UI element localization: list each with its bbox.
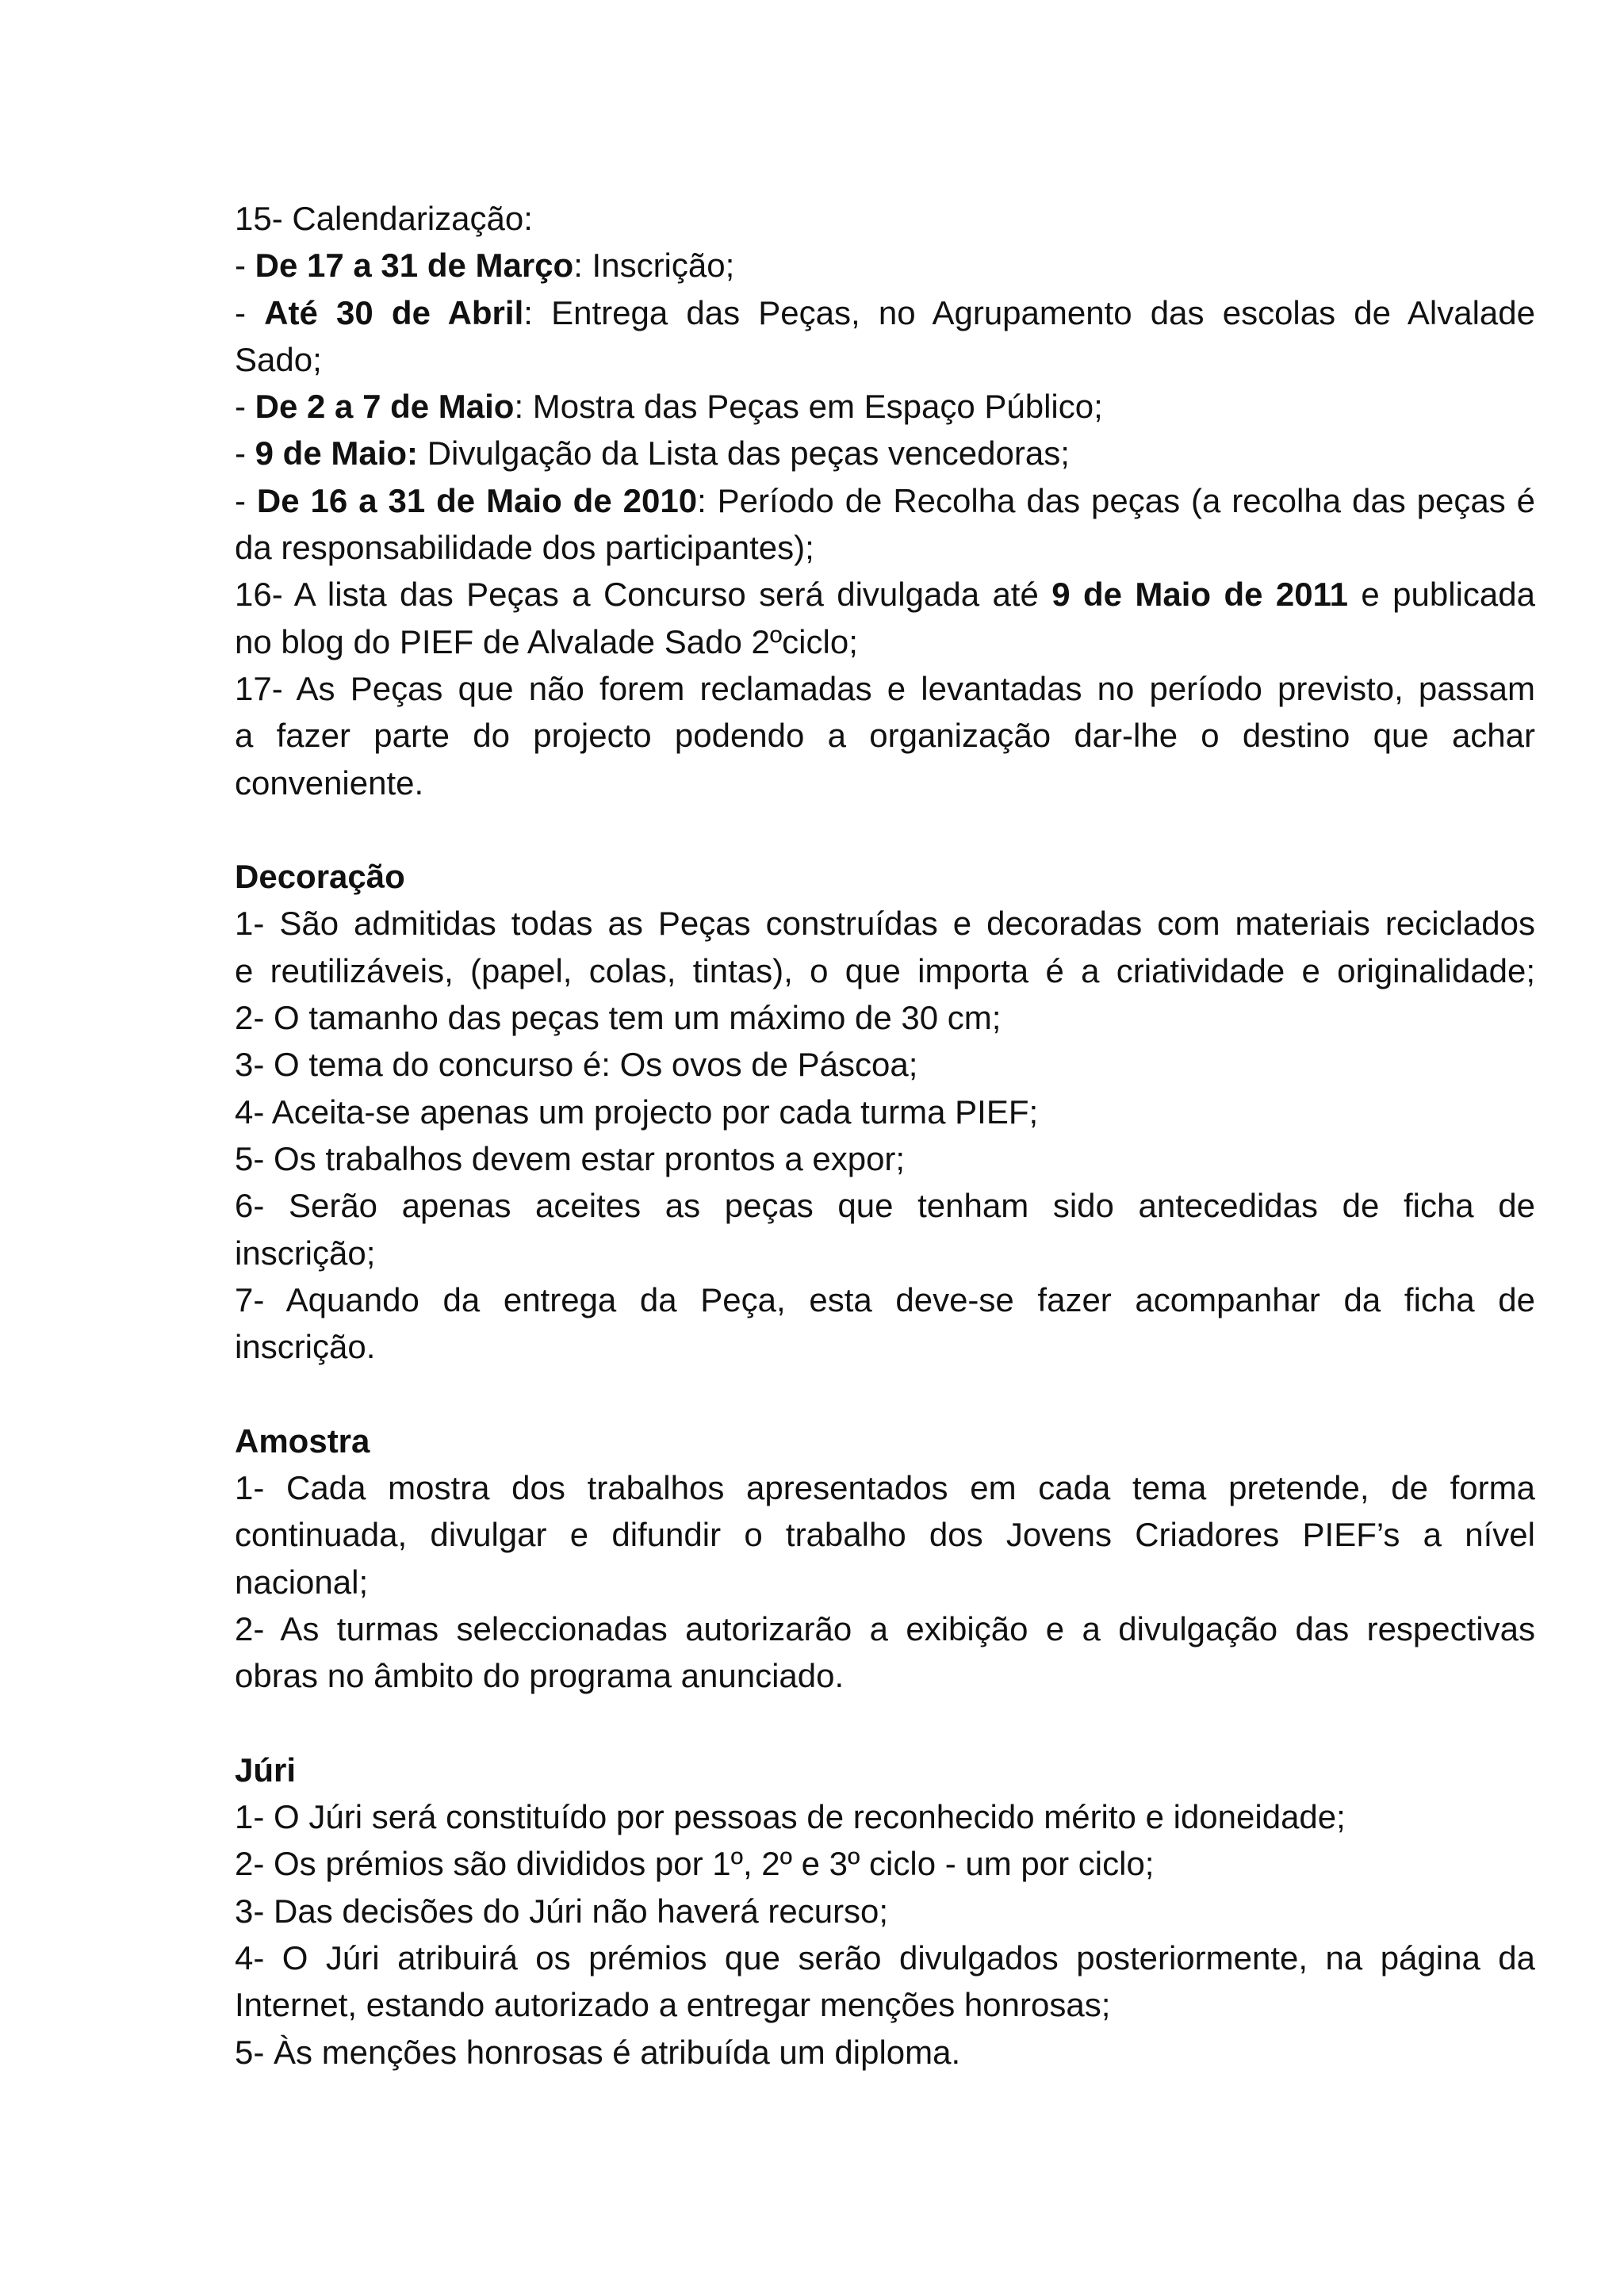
juri-line: 5- Às menções honrosas é atribuída um diploma.: [235, 2033, 961, 2071]
calendar-item-2-cont: Sado;: [235, 340, 322, 378]
amostra-line: continuada, divulgar e difundir o trabalho dos Jovens Criadores PIEF’s a nível: [235, 1516, 1535, 1554]
juri-line: 4- O Júri atribuirá os prémios que serão divulgados posteriormente, na página da: [235, 1938, 1535, 1976]
item-17-line-1: 17- As Peças que não forem reclamadas e levantadas no período previsto, passam: [235, 669, 1535, 707]
heading-juri: Júri: [235, 1751, 297, 1789]
decoracao-line: 7- Aquando da entrega da Peça, esta deve-se fazer acompanhar da ficha de: [235, 1280, 1535, 1318]
calendar-item-3: - De 2 a 7 de Maio: Mostra das Peças em Espaço Público;: [235, 388, 1103, 426]
calendar-item-1: - De 17 a 31 de Março: Inscrição;: [235, 247, 735, 285]
calendar-item-4: - 9 de Maio: Divulgação da Lista das peças vencedoras;: [235, 434, 1070, 473]
section-gap: [235, 1370, 1535, 1417]
amostra-line: 2- As turmas seleccionadas autorizarão a exibição e a divulgação das respectivas: [235, 1609, 1535, 1647]
section-gap: [235, 806, 1535, 853]
decoracao-line: 1- São admitidas todas as Peças construídas e decoradas com materiais reciclados: [235, 905, 1535, 943]
amostra-line: obras no âmbito do programa anunciado.: [235, 1657, 845, 1695]
juri-line: 3- Das decisões do Júri não haverá recurso;: [235, 1892, 889, 1930]
decoracao-line: e reutilizáveis, (papel, colas, tintas), o que importa é a criatividade e originalidade;: [235, 951, 1535, 989]
calendar-item-2: - Até 30 de Abril: Entrega das Peças, no Agrupamento das escolas de Alvalade: [235, 293, 1535, 331]
juri-line: 1- O Júri será constituído por pessoas de reconhecido mérito e idoneidade;: [235, 1798, 1346, 1836]
item-16: 16- A lista das Peças a Concurso será divulgada até 9 de Maio de 2011 e publicada: [235, 576, 1535, 614]
item-17-line-2: a fazer parte do projecto podendo a organização dar-lhe o destino que achar: [235, 717, 1535, 755]
calendar-title: 15- Calendarização:: [235, 200, 533, 237]
heading-amostra: Amostra: [235, 1422, 370, 1460]
decoracao-line: 5- Os trabalhos devem estar prontos a expor;: [235, 1139, 906, 1177]
heading-decoracao: Decoração: [235, 858, 405, 896]
decoracao-line: 6- Serão apenas aceites as peças que tenham sido antecedidas de ficha de: [235, 1187, 1535, 1225]
item-16-cont: no blog do PIEF de Alvalade Sado 2ºciclo;: [235, 622, 858, 660]
item-17-line-3: conveniente.: [235, 763, 424, 802]
decoracao-line: 2- O tamanho das peças tem um máximo de 30 cm;: [235, 999, 1002, 1037]
juri-line: Internet, estando autorizado a entregar menções honrosas;: [235, 1986, 1111, 2024]
amostra-line: nacional;: [235, 1563, 369, 1601]
calendar-item-5-cont: da responsabilidade dos participantes);: [235, 529, 814, 567]
decoracao-line: inscrição.: [235, 1328, 376, 1366]
juri-line: 2- Os prémios são divididos por 1º, 2º e 3º ciclo - um por ciclo;: [235, 1845, 1155, 1883]
calendar-item-5: - De 16 a 31 de Maio de 2010: Período de Recolha das peças (a recolha das peças é: [235, 481, 1536, 519]
decoracao-line: 3- O tema do concurso é: Os ovos de Páscoa;: [235, 1046, 918, 1084]
decoracao-line: inscrição;: [235, 1234, 376, 1272]
decoracao-line: 4- Aceita-se apenas um projecto por cada turma PIEF;: [235, 1093, 1039, 1131]
amostra-line: 1- Cada mostra dos trabalhos apresentados em cada tema pretende, de forma: [235, 1469, 1535, 1507]
section-gap: [235, 1700, 1535, 1747]
document-page: [235, 195, 1535, 2076]
